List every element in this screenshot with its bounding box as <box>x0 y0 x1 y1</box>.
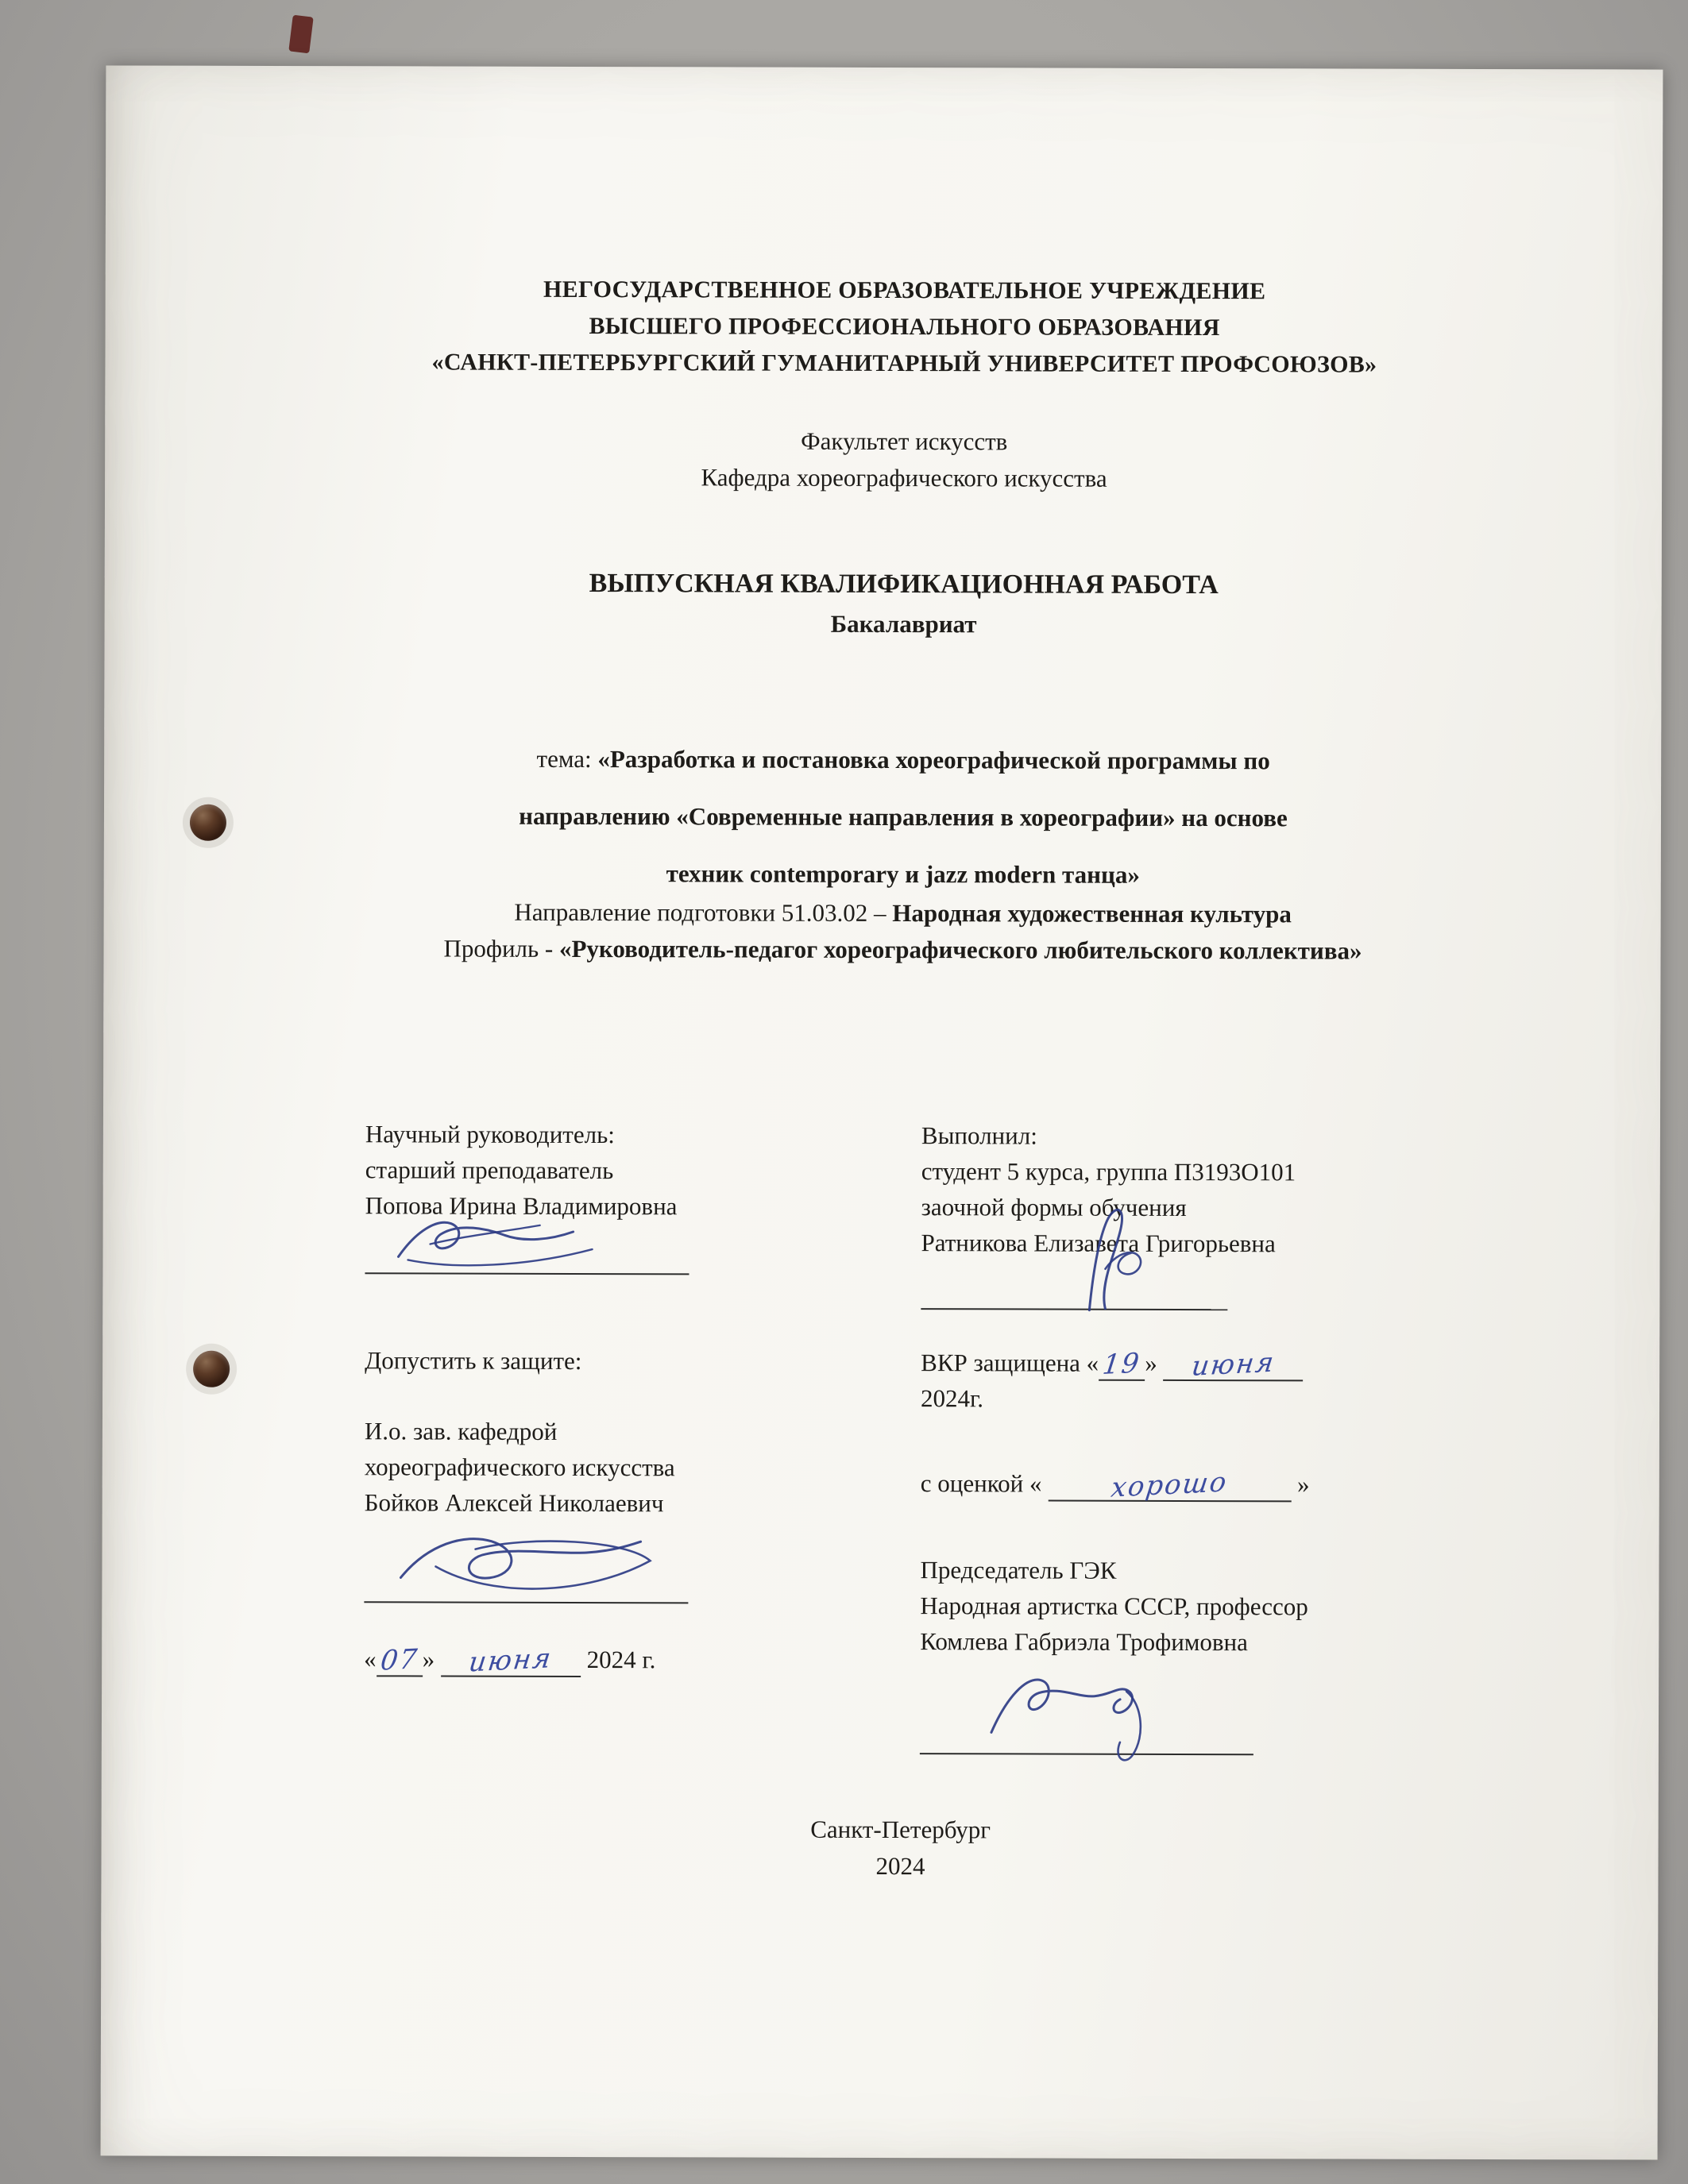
grade-label: с оценкой « <box>920 1469 1042 1498</box>
performer-signature-ink <box>1016 1197 1191 1317</box>
performer-line-1: студент 5 курса, группа П3193О101 <box>921 1157 1296 1187</box>
chairman-rank: Народная артистка СССР, профессор <box>920 1592 1308 1621</box>
theme-text-1: «Разработка и постановка хореографической программы по <box>597 745 1270 775</box>
performer-label: Выполнил: <box>921 1121 1037 1150</box>
supervisor-signature-ink <box>384 1207 622 1279</box>
performer-name: Ратникова Елизавета Григорьевна <box>921 1229 1276 1258</box>
head-name: Бойков Алексей Николаевич <box>364 1488 664 1518</box>
defense-day-handwritten: 19 <box>1101 1347 1143 1382</box>
university-line-2: ВЫСШЕГО ПРОФЕССИОНАЛЬНОГО ОБРАЗОВАНИЯ <box>589 313 1220 341</box>
university-header <box>367 271 1441 384</box>
grade-handwritten: хорошо <box>1109 1466 1230 1505</box>
defense-prefix: ВКР защищена « <box>921 1349 1099 1377</box>
chairman-title: Председатель ГЭК <box>920 1556 1117 1584</box>
date-month-handwritten: июня <box>467 1642 554 1679</box>
direction-label: Направление подготовки 51.03.02 – <box>514 897 886 928</box>
university-line-1: НЕГОСУДАРСТВЕННОЕ ОБРАЗОВАТЕЛЬНОЕ УЧРЕЖДЕНИЕ <box>543 276 1266 305</box>
admission-date-line <box>364 1641 856 1678</box>
head-signature-ink <box>388 1522 674 1610</box>
head-position-2: хореографического искусства <box>364 1453 675 1482</box>
profile-label: Профиль - <box>443 934 554 963</box>
university-line-3: «САНКТ-ПЕТЕРБУРГСКИЙ ГУМАНИТАРНЫЙ УНИВЕРСИТЕТ ПРОФСОЮЗОВ» <box>431 349 1377 378</box>
faculty-name: Факультет искусств <box>801 426 1008 456</box>
theme-text-3: техник contemporary и jazz modern танца» <box>666 859 1140 889</box>
supervisor-name: Попова Ирина Владимировна <box>365 1191 678 1221</box>
department-name: Кафедра хореографического искусства <box>701 463 1107 492</box>
scan-artifact-top-left <box>288 15 313 54</box>
defense-mid: » <box>1145 1349 1157 1377</box>
title-page-paper <box>101 65 1663 2159</box>
grade-line <box>921 1465 1439 1503</box>
punch-hole-bottom <box>193 1351 230 1387</box>
defense-year: 2024г. <box>921 1384 984 1413</box>
footer-year: 2024 <box>875 1851 925 1881</box>
defense-date-line <box>921 1345 1439 1382</box>
chairman-name: Комлева Габриэла Трофимовна <box>920 1627 1248 1657</box>
supervisor-position: старший преподаватель <box>365 1156 614 1185</box>
chairman-signature-ink <box>968 1656 1206 1768</box>
date-month-blank <box>441 1642 581 1679</box>
footer <box>363 1810 1437 1886</box>
punch-hole-top <box>190 805 226 841</box>
chairman-signature-line <box>920 1713 1253 1755</box>
head-signature-line <box>364 1565 688 1603</box>
performer-line-2: заочной формы обучения <box>921 1193 1187 1222</box>
defense-day-blank <box>1099 1347 1145 1382</box>
right-column <box>920 1117 1439 1756</box>
profile-line <box>365 930 1439 970</box>
date-quote-close: » <box>422 1645 435 1673</box>
grade-blank <box>1048 1466 1291 1505</box>
defense-month-handwritten: июня <box>1189 1346 1277 1383</box>
degree-level: Бакалавриат <box>830 609 977 639</box>
date-year: 2024 г. <box>586 1646 656 1674</box>
theme-text-2: направлению «Современные направления в хореографии» на основе <box>519 801 1288 832</box>
date-day-blank <box>377 1643 423 1678</box>
performer-signature-line <box>921 1273 1227 1310</box>
date-quote-open: « <box>364 1645 377 1673</box>
left-column <box>364 1116 858 1754</box>
work-title <box>367 563 1441 646</box>
department-head-block <box>365 1413 857 1522</box>
work-type: ВЫПУСКНАЯ КВАЛИФИКАЦИОННАЯ РАБОТА <box>589 569 1219 600</box>
chairman-block <box>920 1552 1438 1661</box>
supervisor-signature-line <box>365 1236 689 1275</box>
faculty-department <box>367 422 1441 498</box>
profile-value: «Руководитель-педагог хореографического любительского коллектива» <box>558 934 1362 965</box>
date-day-handwritten: 07 <box>378 1643 420 1678</box>
direction-line <box>366 893 1440 933</box>
footer-city: Санкт-Петербург <box>810 1815 991 1844</box>
theme-section <box>366 730 1441 905</box>
defense-month-blank <box>1163 1346 1303 1383</box>
theme-label: тема: <box>536 744 592 774</box>
admission-label: Допустить к защите: <box>365 1346 582 1376</box>
signature-columns <box>364 1116 1439 1756</box>
direction-profile-section <box>365 893 1439 970</box>
supervisor-label: Научный руководитель: <box>365 1120 615 1149</box>
theme-line-1 <box>366 730 1440 790</box>
head-position-1: И.о. зав. кафедрой <box>364 1417 558 1445</box>
direction-value: Народная художественная культура <box>892 899 1292 928</box>
defense-date-block <box>921 1345 1439 1418</box>
grade-close-quote: » <box>1297 1470 1310 1499</box>
